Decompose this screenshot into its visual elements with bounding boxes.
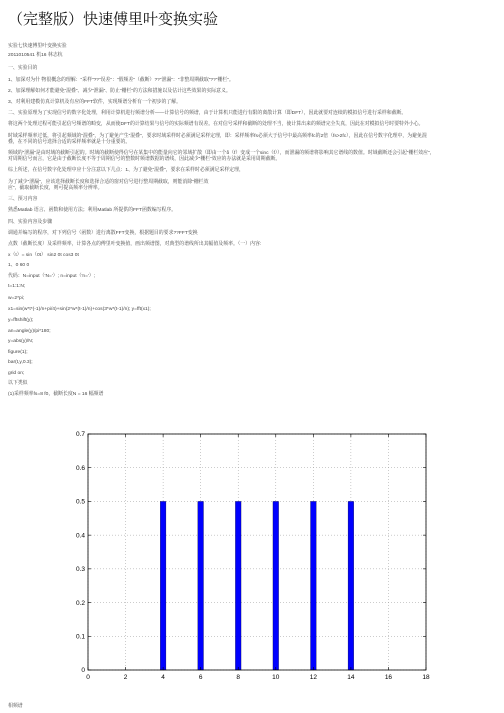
body-line: 综上所述，在信号数字化处理中应十分注意以下几点：1、为了避免“混叠”，要求在采样时必须满足采样定理， [8,168,244,173]
y-tick-label: 0.4 [75,532,85,540]
body-line: 1、0 60 0 [8,263,30,268]
body-line: 熟悉Matlab 语言、函数和使用方法；利用Matlab 所提供的FFT函数编写程序。 [8,208,177,213]
x-tick-label: 12 [309,674,317,681]
x-tick-label: 14 [347,674,355,681]
body-line: 一、实验目的 [8,66,38,71]
body-line: w=2*pi; [8,296,25,301]
bar [311,501,317,670]
bar [198,501,204,670]
body-line: 频域的“泄漏”是由时域的截断引起的。时域的截断使得信号在某集中的能量向它的邻域扩散（即由一个δ（f）变成一个sinc（f）），而泄漏的频谱将影响其它谱线的数值。时域截断还会引起“栅栏效应”， [8,151,435,156]
bar [348,501,354,670]
document-title: （完整版）快速傅里叶变换实验 [8,11,219,28]
bar [273,501,279,670]
y-tick-label: 0.7 [75,431,85,439]
y-tick-label: 0.2 [75,599,85,607]
y-tick-label: 0.1 [75,633,85,641]
body-line: y=abs(y)/N; [8,339,34,344]
y-tick-label: 0.5 [75,498,85,506]
body-line: 四、实验内容及步骤 [8,220,53,225]
x-tick-label: 10 [272,674,280,681]
body-line: figure(1); [8,350,28,355]
body-line: 调通并编写的程序，对下列信号（函数）进行离散FFT变换，根据题目的要求??FFT变换 [8,231,198,236]
body-line: x1=sin(w*t*(-1)/n+pi/4)+sin(2*w*(t-1)/n)+cos(3*w*(t-1)/n); y=fft(x1); [8,307,151,312]
body-line: 对周期信号而言，它是由于截断长度不等于周期信号的整数时频谱数据的谱线，因此减少“栅栏”效应的办法就是采用周期截断。 [8,157,281,162]
body-line: 1、加深对为什 物很概念的理解：“采样”??“误差”：“假频差”（截断）??“泄漏”：“非整周期截取”??“栅栏”。 [8,78,234,83]
body-line: an=angle(y)/pi*180; [8,329,51,334]
body-line: 叠，在不同的信号选择合适的采样频率就是十分重要的。 [8,140,131,145]
body-line: 将这两个处理过程可能引起信号频谱的畸变，从而使DFT的计算结果与信号的实际频谱有误差。在对信号采样和截断的处理不当，使计算出来的频谱完全失真，因此在对模拟信号时要特外小心。 [8,122,424,127]
body-line: (1)采样频率fs=8 f0，截断长度N = 16 幅频谱 [8,392,104,397]
body-line: 代码：N=input（'N='）; n=input（'n='）; [8,274,96,279]
bar [235,501,241,670]
body-line: 时域采样频率过低，将引起频域的“混叠”，为了避免产生“混叠”，要求时域采样时必须满足采样定理，即：采样频率fs必须大于信号中最高频率fc的2倍（fs>2fc），因此在信号数字化理中，为避免混 [8,134,427,139]
body-line: x（t）= sin（0t） sin2 0t cos3 0t [8,253,79,258]
body-line: 实验七快速傅里叶变换实验 [8,44,67,49]
bar [160,501,166,670]
y-tick-label: 0.3 [75,566,85,574]
x-tick-label: 16 [384,674,393,681]
x-tick-label: 8 [236,674,241,681]
body-line: grid on; [8,371,25,376]
body-line: 3、对利用建模仿真计算机及有应的FFT软件，实现频谱分析有一个初步的了解。 [8,100,182,105]
body-line: 以下类似 [8,381,28,386]
body-line: y=fftshift(y); [8,318,34,323]
body-line: 为了减少“泄漏”，应该选择截断长度和选择合适的窗对信号进行整周期截取，则能消除“栅栏效 [8,180,209,185]
y-tick-label: 0 [81,667,85,675]
x-tick-label: 6 [198,674,203,681]
body-line: 点数（截断长度）及采样频率，计算各点的傅里叶变换值，画出频谱图，对典型的谱线所出其幅值及频率。（一）内容: [8,242,262,247]
body-line: bar(t,y,0.3); [8,360,33,365]
body-line: 2、加深理解如何才能避免“混叠”、减少“泄漏”、防止“栅栏”的方法和措施以及估计这些效果的实际意义。 [8,89,231,94]
y-tick-label: 0.6 [75,464,85,472]
x-tick-label: 4 [161,674,165,681]
body-line: 二、实验原理为了实现信号的数字化处理，利用计算机进行频谱分析——计算信号的频谱，由于计算机只能进行有限的离散计算（即DFT），因此就要对连续的模拟信号进行采样和截断。 [8,111,407,116]
phase-spectrum-caption: 相频谱 [8,704,23,709]
body-line: 应”，截取截断长度，则可提高频率分辨率。 [8,186,103,191]
x-tick-label: 2 [123,674,128,681]
amplitude-spectrum-chart [60,428,440,688]
plot-area [88,434,426,670]
body-line: 三、预习内容 [8,197,38,202]
body-line: 2011010541 机16 林志杭 [8,53,63,58]
body-line: t=1:1:N; [8,284,26,289]
x-tick-label: 0 [86,674,90,681]
x-tick-label: 18 [422,674,430,681]
